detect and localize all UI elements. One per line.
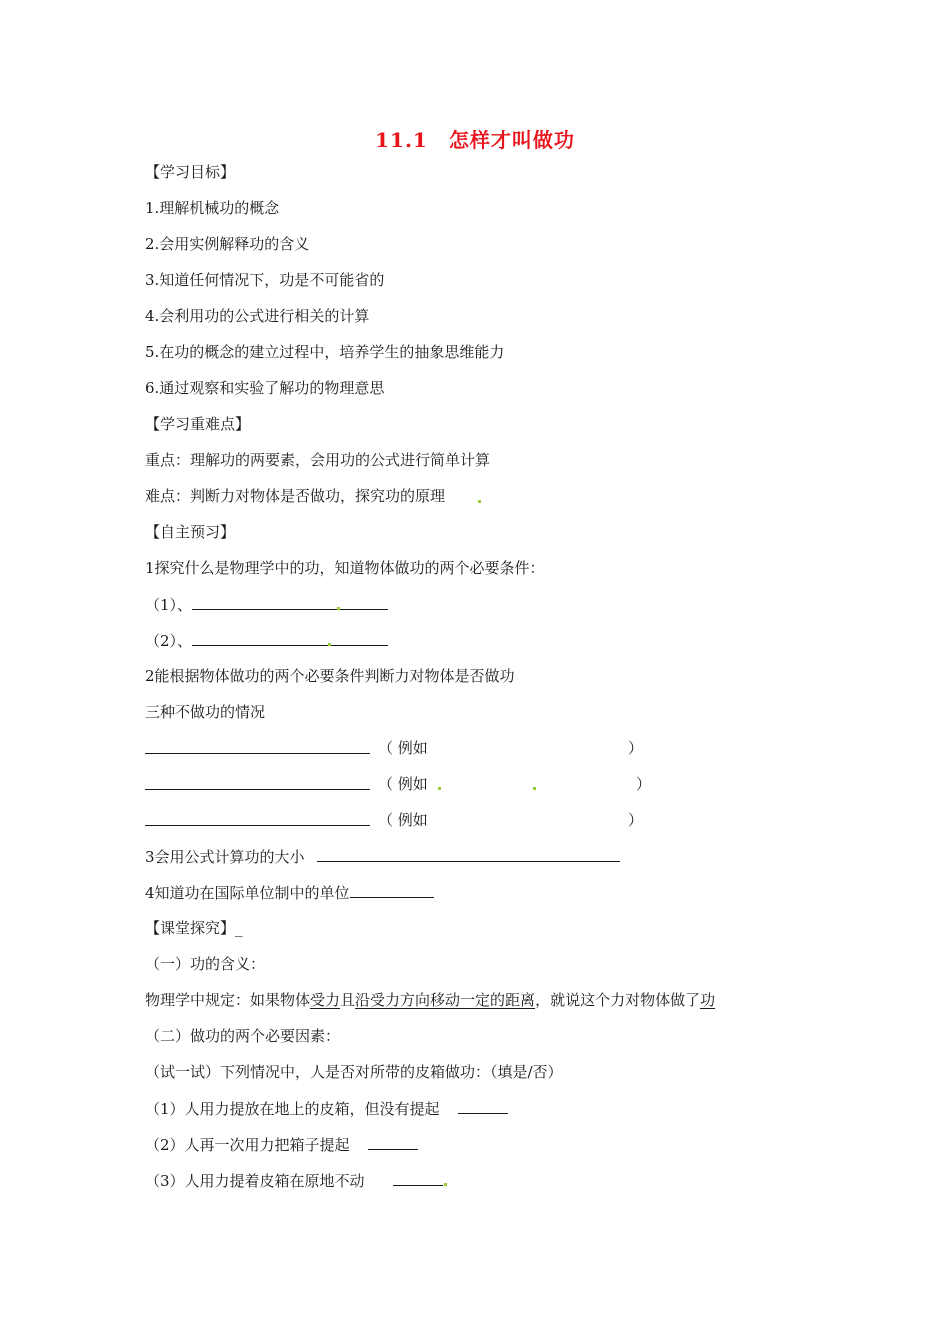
condition-2-label: （2）、 — [145, 632, 193, 650]
difficulty-point: 难点：判断力对物体是否做功，探究功的原理 — [145, 487, 446, 505]
def-part-c: 且 — [340, 991, 356, 1009]
answer-1-blank[interactable] — [458, 1098, 508, 1114]
unit-blank[interactable] — [350, 882, 434, 898]
goal-item-4: 4.会利用功的公式进行相关的计算 — [145, 307, 370, 325]
goal-item-5: 5.在功的概念的建立过程中，培养学生的抽象思维能力 — [145, 343, 505, 361]
three-cases-label: 三种不做功的情况 — [145, 703, 266, 721]
case-1-example-close: ） — [628, 739, 644, 757]
section-explore-heading-row — [145, 918, 243, 938]
speck-mark — [444, 1183, 447, 1186]
def-part-a: 物理学中规定：如果物体 — [145, 991, 311, 1009]
section-preview-heading: 【自主预习】 — [145, 523, 236, 541]
speck-mark — [478, 500, 481, 503]
case-2-row — [145, 774, 655, 794]
question-2: （2）人再一次用力把箱子提起 — [145, 1136, 350, 1154]
goal-item-2: 2.会用实例解释功的含义 — [145, 235, 310, 253]
preview-item-2: 2能根据物体做功的两个必要条件判断力对物体是否做功 — [145, 667, 515, 685]
key-point: 重点：理解功的两要素，会用功的公式进行简单计算 — [145, 451, 491, 469]
case-3-example-close: ） — [628, 811, 644, 829]
answer-2-blank[interactable] — [368, 1134, 418, 1150]
question-2-row — [145, 1134, 418, 1154]
case-1-example-open: （ 例如 — [378, 739, 428, 757]
section-key-heading: 【学习重难点】 — [145, 415, 251, 433]
work-definition — [145, 990, 715, 1010]
question-3: （3）人用力提着皮箱在原地不动 — [145, 1172, 365, 1190]
def-part-f: 功 — [700, 991, 716, 1009]
preview-item-4: 4知道功在国际单位制中的单位 — [145, 884, 350, 902]
def-part-e: ，就说这个力对物体做了 — [535, 991, 701, 1009]
case-3-blank[interactable] — [145, 810, 370, 826]
goal-item-3: 3.知道任何情况下，功是不可能省的 — [145, 271, 385, 289]
preview-item-3: 3会用公式计算功的大小 — [145, 848, 305, 866]
case-1-blank[interactable] — [145, 738, 370, 754]
case-1-row — [145, 738, 645, 758]
def-part-d: 沿受力方向移动一定的距离 — [355, 991, 536, 1009]
speck-mark — [337, 607, 340, 610]
case-3-example-open: （ 例如 — [378, 811, 428, 829]
part-2-heading: （二）做功的两个必要因素： — [145, 1027, 341, 1045]
section-explore-heading: 【课堂探究】 — [145, 919, 236, 937]
explore-tail: _ — [235, 919, 243, 937]
condition-1-label: （1）、 — [145, 596, 193, 614]
condition-1-row — [145, 594, 388, 614]
formula-blank[interactable] — [317, 846, 620, 862]
condition-2-row — [145, 630, 388, 650]
question-1-row — [145, 1098, 508, 1118]
case-3-row — [145, 810, 645, 830]
answer-3-blank[interactable] — [393, 1170, 443, 1186]
case-2-example-close: ） — [636, 775, 652, 793]
part-1-heading: （一）功的含义： — [145, 955, 266, 973]
try-prompt: （试一试）下列情况中，人是否对所带的皮箱做功：（填是/否） — [145, 1063, 563, 1081]
preview-item-1: 1探究什么是物理学中的功，知道物体做功的两个必要条件： — [145, 559, 545, 577]
goal-item-6: 6.通过观察和实验了解功的物理意思 — [145, 379, 385, 397]
question-1: （1）人用力提放在地上的皮箱，但没有提起 — [145, 1100, 440, 1118]
def-part-b: 受力 — [310, 991, 341, 1009]
condition-2-blank[interactable] — [192, 630, 388, 646]
case-2-example-open: （ 例如 — [378, 775, 428, 793]
preview-item-4-row — [145, 882, 434, 902]
preview-item-3-row — [145, 846, 620, 866]
condition-1-blank[interactable] — [192, 594, 388, 610]
speck-mark — [438, 787, 441, 790]
page-title: 11.1 怎样才叫做功 — [375, 128, 575, 152]
section-goals-heading: 【学习目标】 — [145, 163, 236, 181]
speck-mark — [533, 787, 536, 790]
question-3-row — [145, 1170, 443, 1190]
speck-mark — [328, 643, 331, 646]
goal-item-1: 1.理解机械功的概念 — [145, 199, 280, 217]
case-2-blank[interactable] — [145, 774, 370, 790]
